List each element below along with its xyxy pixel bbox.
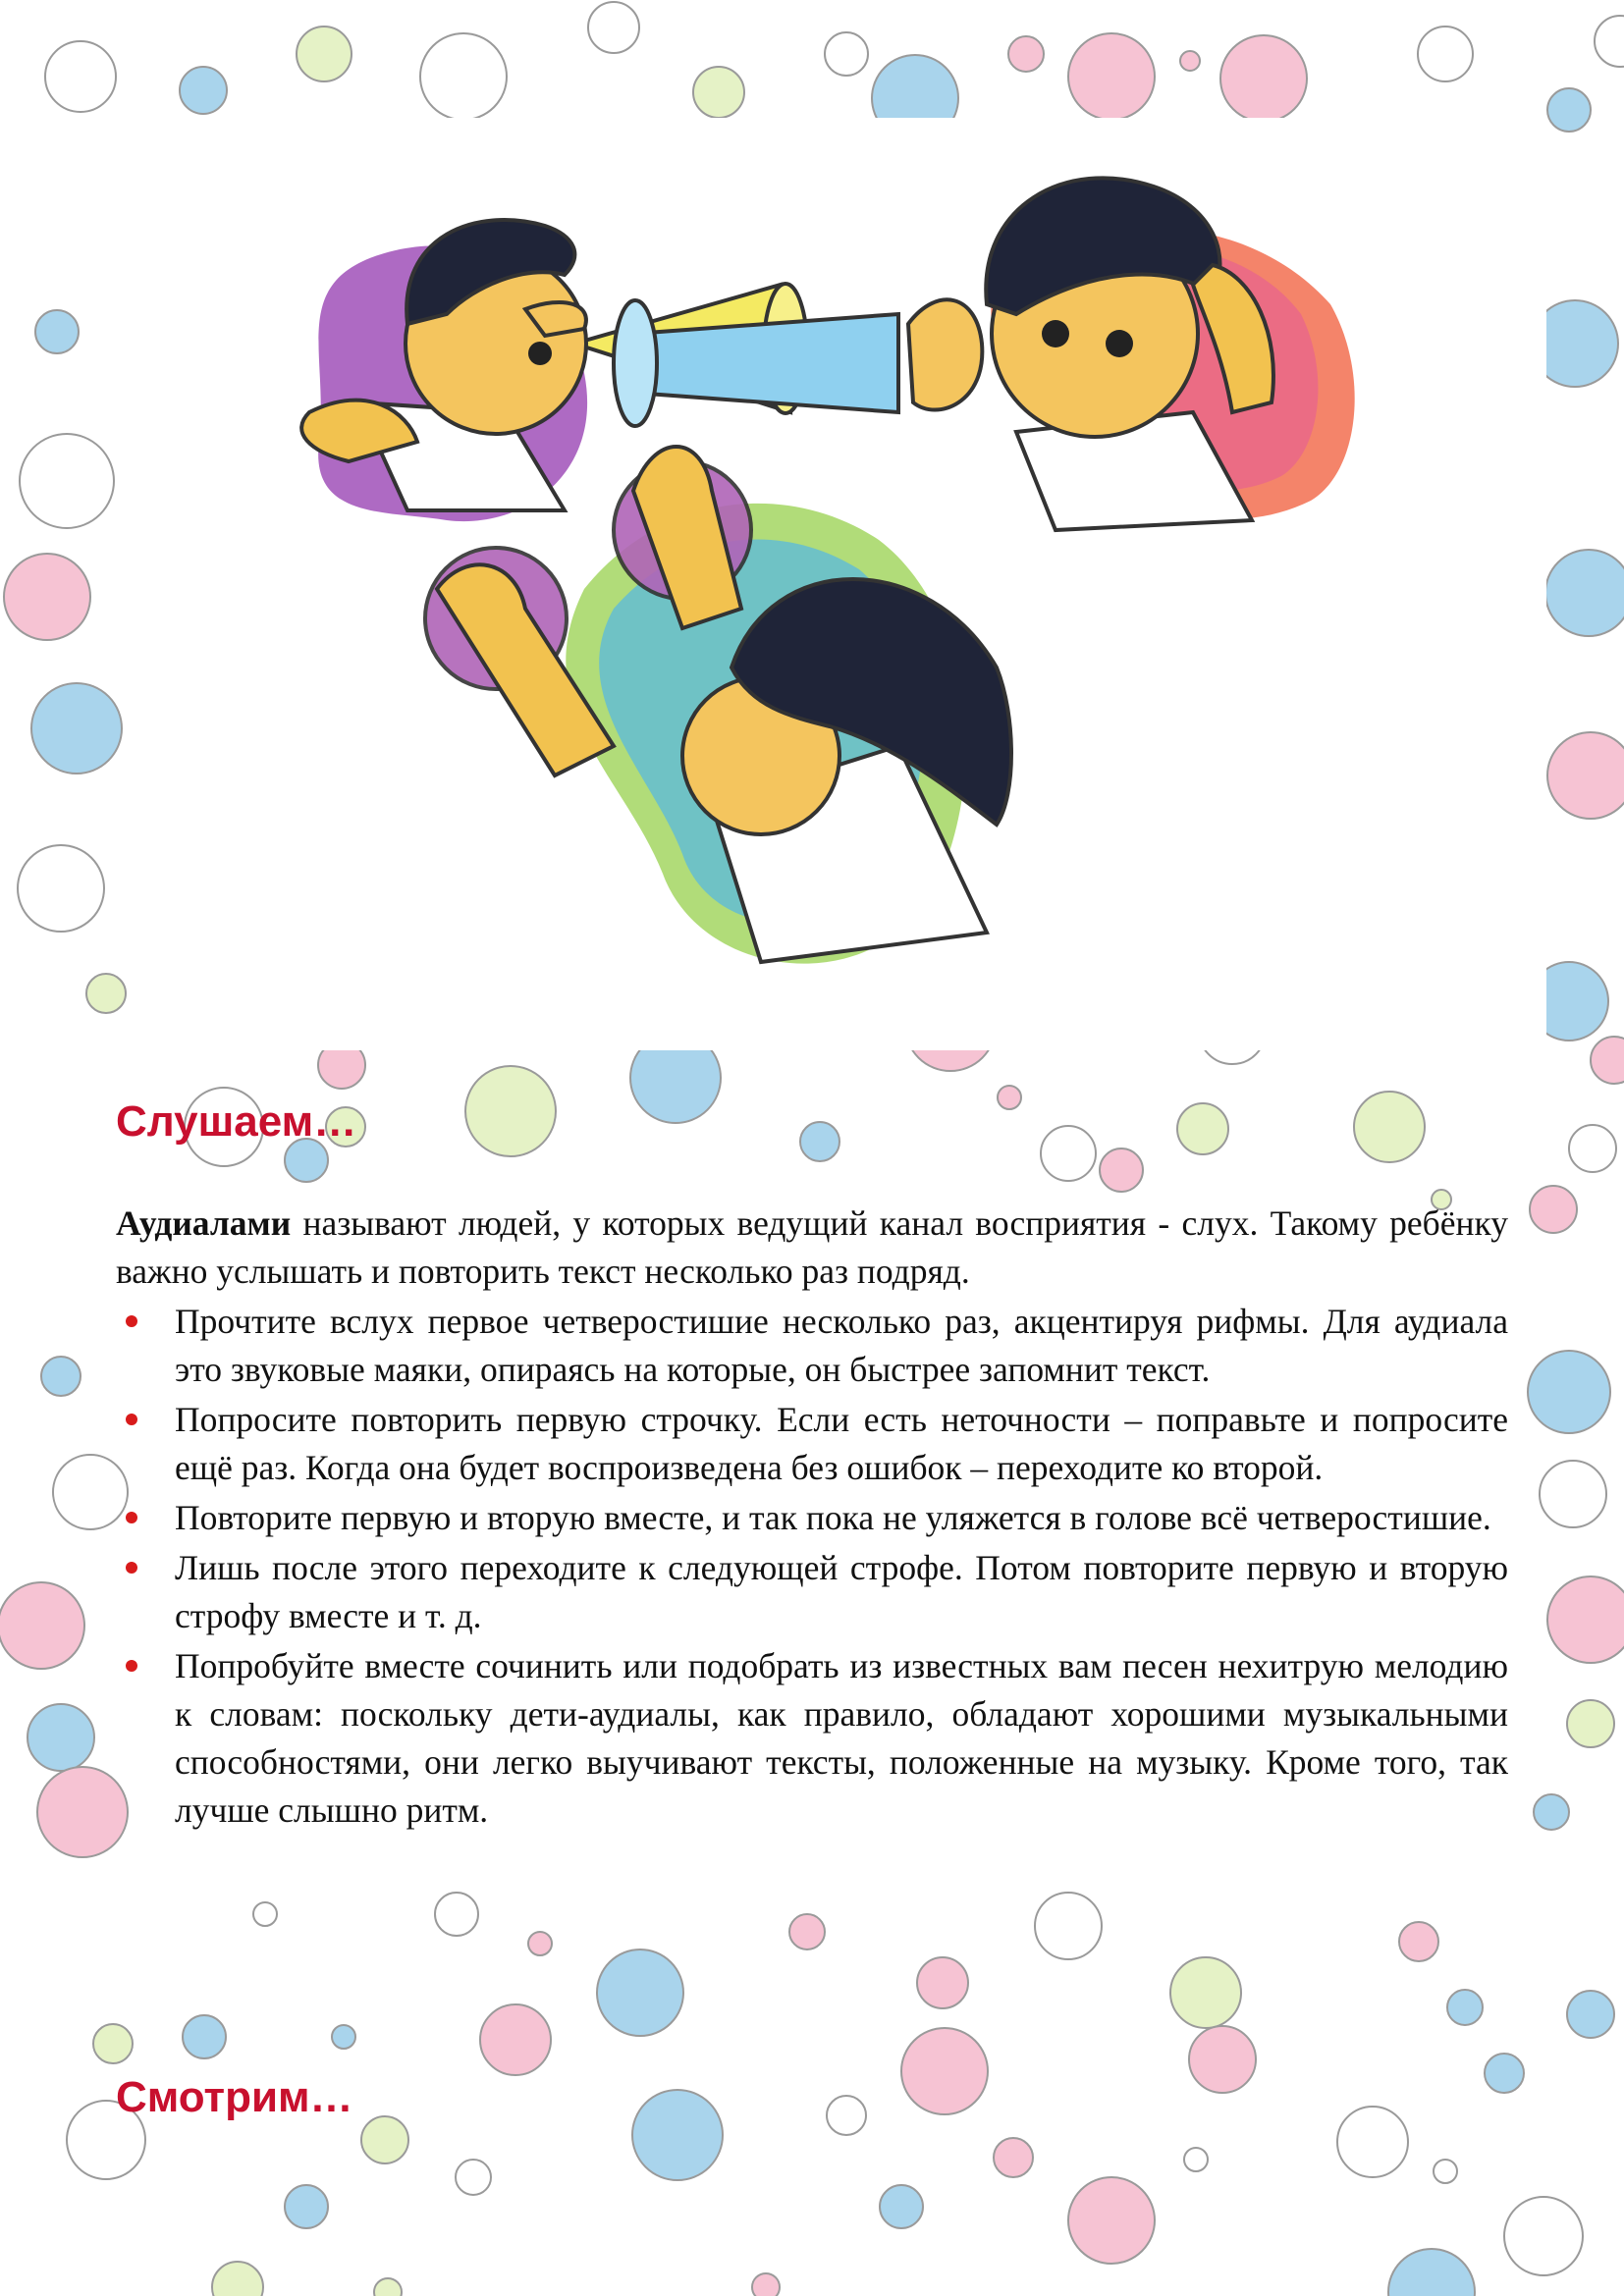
list-item: Прочтите вслух первое четверостишие несколько раз, акцентируя рифмы. Для аудиала это звуковые маяки, опираясь на которые, он быстрее запомнит текст. xyxy=(116,1298,1508,1394)
list-item: Попробуйте вместе сочинить или подобрать из известных вам песен нехитрую мелодию к словам: поскольку дети-аудиалы, как правило, обладают хорошими музыкальными способностями, они легко выучивают тексты, положенные на музыку. Кроме того, так лучше слышно ритм. xyxy=(116,1642,1508,1835)
section-heading-listen: Слушаем… xyxy=(116,1097,357,1146)
intro-term: Аудиалами xyxy=(116,1203,292,1243)
list-item: Повторите первую и вторую вместе, и так пока не уляжется в голове всё четверостишие. xyxy=(116,1494,1508,1542)
list-item: Лишь после этого переходите к следующей строфе. Потом повторите первую и вторую строфу вместе и т. д. xyxy=(116,1544,1508,1640)
list-item: Попросите повторить первую строчку. Если есть неточности – поправьте и попросите ещё раз. Когда она будет воспроизведена без ошибок – переходите ко второй. xyxy=(116,1396,1508,1492)
intro-text: называют людей, у которых ведущий канал восприятия - слух. Такому ребёнку важно услышать и повторить текст несколько раз подряд. xyxy=(116,1203,1508,1291)
intro-paragraph xyxy=(116,1200,1508,1296)
tips-list xyxy=(116,1298,1508,1835)
kinesthetic-child-figure xyxy=(425,447,1011,964)
learning-styles-illustration xyxy=(152,118,1546,1050)
bullet-icon xyxy=(126,1315,137,1327)
section-heading-look: Смотрим… xyxy=(116,2073,353,2121)
bullet-icon xyxy=(126,1660,137,1672)
bullet-icon xyxy=(126,1414,137,1425)
bullet-icon xyxy=(126,1562,137,1574)
listen-section-body xyxy=(116,1200,1508,1837)
bullet-icon xyxy=(126,1512,137,1523)
